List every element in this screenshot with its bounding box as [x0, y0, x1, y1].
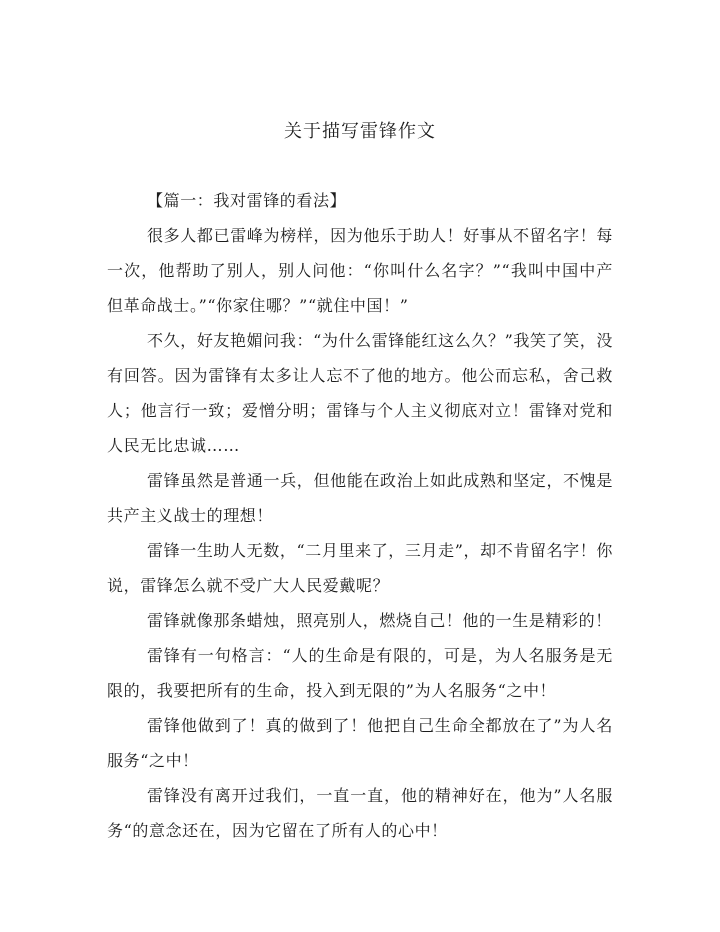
paragraph: 不久，好友艳媚问我：“为什么雷锋能红这么久？”我笑了笑，没有回答。因为雷锋有太多让人忘不了他的地方。他公而忘私，舍己救人；他言行一致；爱憎分明；雷锋与个人主义彻底对立！雷锋对党和人民无比忠诚……: [107, 331, 613, 455]
document-body: [107, 183, 613, 848]
paragraph: 雷锋他做到了！真的做到了！他把自己生命全都放在了”为人名服务“之中！: [107, 716, 613, 770]
paragraph: 雷锋一生助人无数，“二月里来了，三月走”，却不肯留名字！你说，雷锋怎么就不受广大人民爱戴呢？: [107, 541, 613, 595]
paragraph: 雷锋虽然是普通一兵，但他能在政治上如此成熟和坚定，不愧是共产主义战士的理想！: [107, 471, 613, 525]
paragraph: 雷锋有一句格言：“人的生命是有限的，可是，为人名服务是无限的，我要把所有的生命，投入到无限的”为人名服务“之中！: [107, 646, 613, 700]
document-title: 关于描写雷锋作文: [284, 121, 436, 142]
section-heading: 【篇一：我对雷锋的看法】: [147, 191, 347, 210]
paragraph: 很多人都已雷峰为榜样，因为他乐于助人！好事从不留名字！每一次，他帮助了别人，别人问他：“你叫什么名字？”“我叫中国中产但革命战士。”“你家住哪？”“就住中国！”: [107, 226, 613, 315]
paragraph: 雷锋就像那条蜡烛，照亮别人，燃烧自己！他的一生是精彩的！: [147, 611, 612, 630]
paragraph: 雷锋没有离开过我们，一直一直，他的精神好在，他为”人名服务“的意念还在，因为它留在了所有人的心中！: [107, 786, 613, 840]
